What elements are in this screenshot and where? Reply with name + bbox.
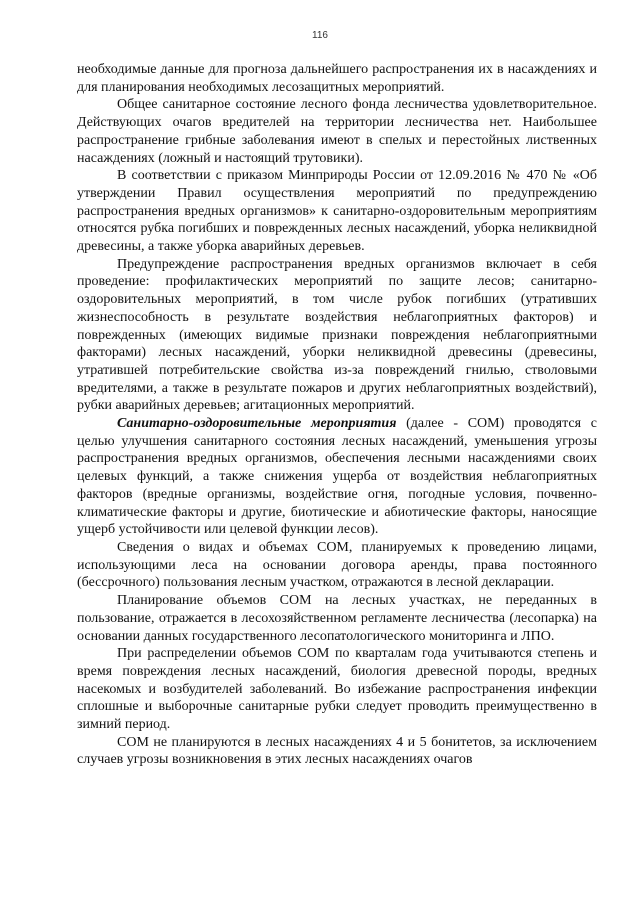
paragraph-sanitary-state: Общее санитарное состояние лесного фонда лесничества удовлетворительное. Действующих очагов вредителей на территории лесничества нет. Наибольшее распространение грибные заболевания имеют в спелых и перестойных лиственных насаждениях (ложный и настоящий трутовики). <box>77 97 597 166</box>
body-text <box>77 61 597 769</box>
paragraph-planning: Планирование объемов СОМ на лесных участках, не переданных в пользование, отражается в лесохозяйственном регламенте лесничества (лесопарка) на основании данных государственного лесопатологического мониторинга и ЛПО. <box>77 593 597 644</box>
paragraph-prevention: Предупреждение распространения вредных организмов включает в себя проведение: профилактических мероприятий по защите лесов; санитарно-оздоровительных мероприятий, в том числе рубок погибших (утративших жизнеспособность в результате воздействия неблагоприятных факторов) и поврежденных (имеющих видимые признаки повреждения неблагоприятными факторами) лесных насаждений, уборки неликвидной древесины (древесины, утратившей потребительские свойства из-за повреждений гнилью, стволовыми вредителями, а также в результате пожаров и других неблагоприятных воздействий), рубки аварийных деревьев; агитационных мероприятий. <box>77 256 597 414</box>
paragraph-distribution: При распределении объемов СОМ по кварталам года учитываются степень и время повреждения лесных насаждений, биология древесной породы, вредных насекомых и возбудителей заболеваний. Во избежание распространения инфекции сплошные и выборочные санитарные рубки следует проводить преимущественно в зимний период. <box>77 646 597 733</box>
som-definition-text: (далее - СОМ) проводятся с целью улучшения санитарного состояния лесных насаждений, уменьшения угрозы распространения вредных организмов, обеспечения лесными насаждениями своих целевых функций, а также снижения ущерба от воздействия неблагоприятных факторов (вредные организмы, воздействие огня, погодные условия, почвенно-климатические факторы и другие, биотические и абиотические факторы, наносящие ущерб устойчивости или целевой функции лесов). <box>77 416 597 538</box>
som-term: Санитарно-оздоровительные мероприятия <box>117 416 397 432</box>
paragraph-bonitet: СОМ не планируются в лесных насаждениях 4 и 5 бонитетов, за исключением случаев угрозы возникновения в этих лесных насаждениях очагов <box>77 734 597 768</box>
paragraph-declaration: Сведения о видах и объемах СОМ, планируемых к проведению лицами, использующими леса на основании договора аренды, права постоянного (бессрочного) пользования лесным участком, отражаются в лесной декларации. <box>77 539 597 591</box>
page-number: 116 <box>312 30 328 41</box>
paragraph-order-reference: В соответствии с приказом Минприроды России от 12.09.2016 № 470 № «Об утверждении Правил осуществления мероприятий по предупреждению распространения вредных организмов» к санитарно-оздоровительным мероприятиям относятся рубка погибших и поврежденных лесных насаждений, уборка неликвидной древесины, а также уборка аварийных деревьев. <box>77 168 597 255</box>
paragraph-som-definition <box>77 415 597 539</box>
paragraph-continuation: необходимые данные для прогноза дальнейшего распространения их в насаждениях и для планирования необходимых лесозащитных мероприятий. <box>77 62 597 95</box>
